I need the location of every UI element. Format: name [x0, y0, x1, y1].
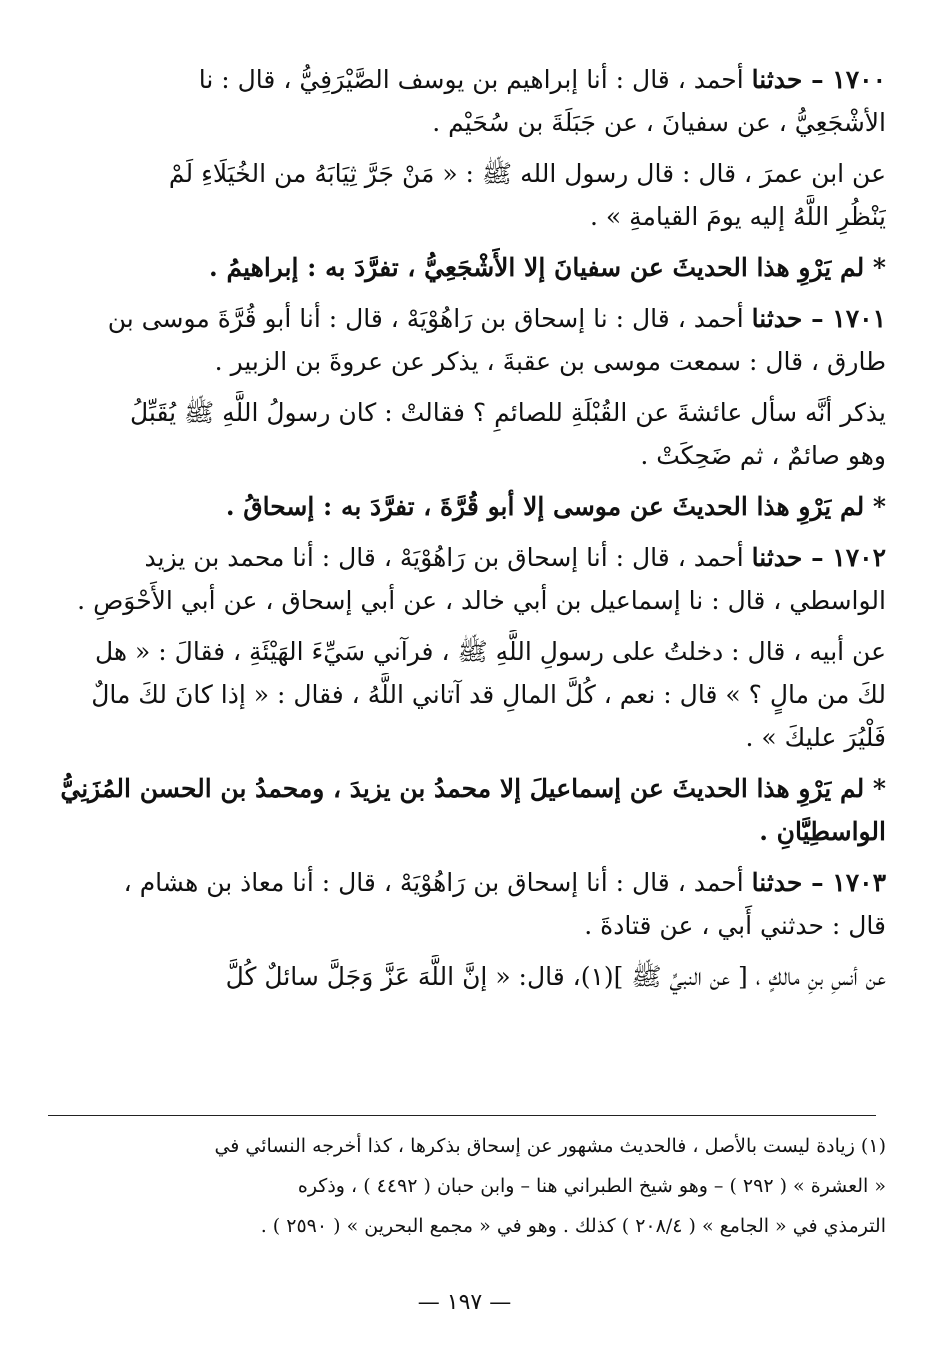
hadith-entry-1702	[48, 536, 886, 622]
chain-text: أحمد ، قال : نا إسحاق بن رَاهُوْيَهْ ، قال : أنا أبو قُرَّةَ موسى بن	[107, 304, 744, 333]
isnad-line-2: طارق ، قال : سمعت موسى بن عقبةَ ، يذكر عن عروةَ بن الزبير .	[214, 347, 886, 376]
chain-keyword: حدثنا	[751, 868, 803, 897]
page-body	[48, 58, 886, 1006]
footnote-line: الترمذي في « الجامع » ( ٢٠٨/٤ ) كذلك . وهو في « مجمع البحرين » ( ٢٥٩٠ ) .	[260, 1215, 886, 1237]
chain-text: أحمد ، قال : أنا إسحاق بن رَاهُوْيَهْ ، قال : أنا معاذ بن هشام ،	[123, 868, 744, 897]
isnad-line-2: الأشْجَعِيُّ ، عن سفيانَ ، عن جَبَلَةَ بن سُحَيْم .	[432, 108, 886, 137]
matn-1701	[48, 391, 886, 477]
chain-text: أحمد ، قال : أنا إبراهيم بن يوسف الصَّيْرَفِيُّ ، قال : نا	[198, 65, 744, 94]
hadith-number: ١٧٠١	[832, 304, 886, 333]
matn-line: يذكر أنَّه سأل عائشةَ عن القُبْلَةِ للصائمِ ؟ فقالتْ : كان رسولُ اللَّهِ ﷺ يُقَبِّلُ	[129, 398, 886, 427]
chain-keyword: حدثنا	[751, 65, 803, 94]
matn-line: عن أبيه ، قال : دخلتُ على رسولِ اللَّهِ ﷺ ، فرآني سَيِّءَ الهَيْئَةِ ، فقالَ : « هل	[94, 637, 886, 666]
hadith-entry-1700	[48, 58, 886, 144]
matn-1702	[48, 630, 886, 759]
hadith-number: ١٧٠٣	[832, 868, 886, 897]
footnotes	[48, 1126, 886, 1246]
footnote-line: « العشرة » ( ٢٩٢ ) – وهو شيخ الطبراني هنا – وابن حبان ( ٤٤٩٢ ) ، وذكره	[297, 1175, 886, 1197]
narration-note: * لم يَرْوِ هذا الحديثَ عن سفيانَ إلا الأَشْجَعِيُّ ، تفرَّدَ به : إبراهيمُ .	[209, 253, 886, 282]
narration-note: * لم يَرْوِ هذا الحديثَ عن إسماعيلَ إلا محمدُ بن يزيدَ ، ومحمدُ بن الحسن المُزَنِيُّ	[60, 774, 886, 803]
isnad-line: ١٧٠٠ – حدثنا أحمد ، قال : أنا إبراهيم بن يوسف الصَّيْرَفِيُّ ، قال : نا	[198, 65, 886, 94]
matn-line: يَنْظُرِ اللَّهُ إليه يومَ القيامةِ » .	[590, 202, 886, 231]
hadith-number: ١٧٠٢	[832, 543, 886, 572]
chain-keyword: حدثنا	[751, 543, 803, 572]
note-1702	[48, 767, 886, 853]
chain-text: أحمد ، قال : أنا إسحاق بن رَاهُوْيَهْ ، قال : أنا محمد بن يزيد	[144, 543, 744, 572]
isnad-line-2: الواسطي ، قال : نا إسماعيل بن أبي خالد ، عن أبي إسحاق ، عن أبي الأَحْوَصِ .	[77, 586, 886, 615]
matn-line: لكَ من مالٍ ؟ » قال : نعم ، كُلَّ المالِ قد آتاني اللَّهُ ، فقال : « إذا كانَ لكَ مالٌ	[91, 680, 886, 709]
isnad-line: ١٧٠١ – حدثنا أحمد ، قال : نا إسحاق بن رَاهُوْيَهْ ، قال : أنا أبو قُرَّةَ موسى بن	[107, 304, 886, 333]
narration-note: * لم يَرْوِ هذا الحديثَ عن موسى إلا أبو قُرَّةَ ، تفرَّدَ به : إسحاقُ .	[225, 492, 886, 521]
narration-note-2: الواسطِيَّانِ .	[759, 817, 886, 846]
footnote-line: (١) زيادة ليست بالأصل ، فالحديث مشهور عن إسحاق بذكرها ، كذا أخرجه النسائي في	[214, 1135, 886, 1157]
matn-1703	[48, 955, 886, 998]
chain-keyword: حدثنا	[751, 304, 803, 333]
note-1700	[48, 246, 886, 289]
isnad-line: ١٧٠٣ – حدثنا أحمد ، قال : أنا إسحاق بن رَاهُوْيَهْ ، قال : أنا معاذ بن هشام ،	[123, 868, 886, 897]
matn-1700	[48, 152, 886, 238]
hadith-entry-1701	[48, 297, 886, 383]
matn-line: فَلْيُرَ عليكَ » .	[745, 723, 886, 752]
matn-line: وهو صائمٌ ، ثم ضَحِكَتْ .	[640, 441, 886, 470]
footnote-divider	[48, 1115, 876, 1116]
page-number: — ١٩٧ —	[417, 1290, 512, 1315]
isnad-line: ١٧٠٢ – حدثنا أحمد ، قال : أنا إسحاق بن رَاهُوْيَهْ ، قال : أنا محمد بن يزيد	[144, 543, 886, 572]
matn-line: عن أنسِ بنِ مالكٍ ، [ عن النبيِّ ﷺ ](١)، قال: « إنَّ اللَّهَ عَزَّ وَجَلَّ سائلٌ كُلَّ	[225, 962, 886, 991]
matn-line: عن ابن عمرَ ، قال : قال رسول الله ﷺ : « مَنْ جَرَّ ثِيَابَهُ من الخُيَلَاءِ لَمْ	[168, 159, 886, 188]
hadith-entry-1703	[48, 861, 886, 947]
hadith-number: ١٧٠٠	[832, 65, 886, 94]
note-1701	[48, 485, 886, 528]
isnad-line-2: قال : حدثني أَبي ، عن قتادةَ .	[584, 911, 886, 940]
